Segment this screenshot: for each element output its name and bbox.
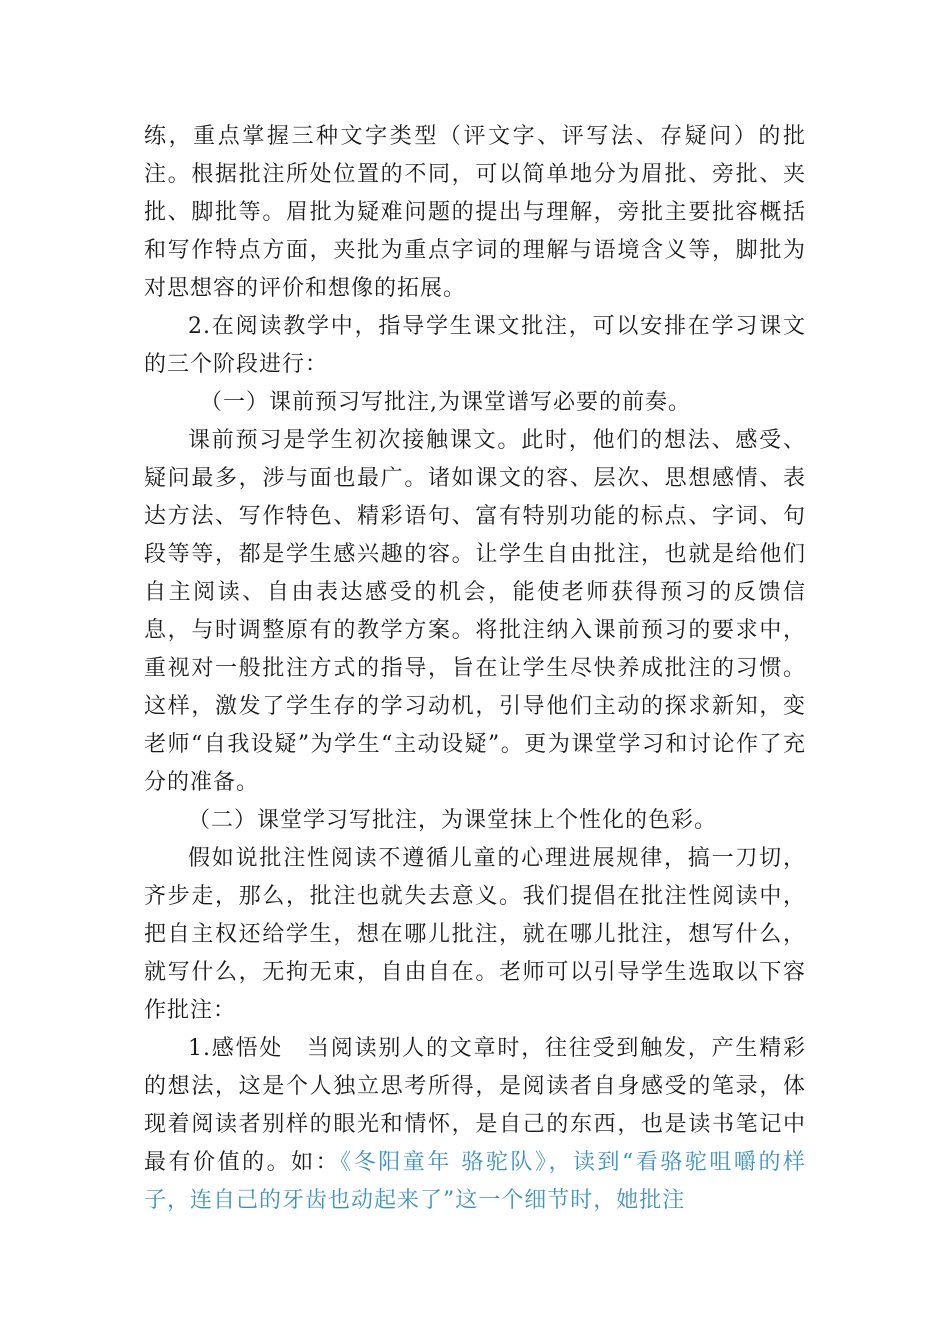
section-heading-classroom: （二）课堂学习写批注，为课堂抹上个性化的色彩。 (188, 808, 718, 833)
section-heading-pre-reading: （一）课前预习写批注,为课堂谱写必要的前奏。 (200, 390, 691, 415)
paragraph-classroom: 假如说批注性阅读不遵循儿童的心理进展规律，搞一刀切，齐步走，那么，批注也就失去意义。我们提倡在批注性阅读中，把自主权还给学生，想在哪儿批注，就在哪儿批注，想写什么，就写什么，无拘无束，自由自在。老师可以引导学生选取以下容作批注： (144, 846, 806, 1023)
insight-text: 1.感悟处 当阅读别人的文章时，往往受到触发，产生精彩的想法，这是个人独立思考所得，是阅读者自身感受的笔录，体现着阅读者别样的眼光和情怀，是自己的东西，也是读书笔记中最有价值的。如： (144, 1036, 806, 1175)
paragraph-stages: 2.在阅读教学中，指导学生课文批注，可以安排在学习课文的三个阶段进行： (144, 314, 806, 377)
paragraph-continued: 练，重点掌握三种文字类型（评文字、评写法、存疑问）的批注。根据批注所处位置的不同，可以简单地分为眉批、旁批、夹批、脚批等。眉批为疑难问题的提出与理解，旁批主要批容概括和写作特点方面，夹批为重点字词的理解与语境含义等，脚批为对思想容的评价和想像的拓展。 (144, 124, 806, 301)
example-quote: 《冬阳童年 骆驼队》，读到“看骆驼咀嚼的样子，连自己的牙齿也动起来了”这一个细节时，她批注 (144, 1150, 806, 1213)
document-page (144, 118, 806, 1220)
paragraph-insight (144, 1030, 806, 1220)
paragraph-pre-reading: 课前预习是学生初次接触课文。此时，他们的想法、感受、疑问最多，涉与面也最广。诸如课文的容、层次、思想感情、表达方法、写作特色、精彩语句、富有特别功能的标点、字词、句段等等，都是学生感兴趣的容。让学生自由批注，也就是给他们自主阅读、自由表达感受的机会，能使老师获得预习的反馈信息，与时调整原有的教学方案。将批注纳入课前预习的要求中，重视对一般批注方式的指导，旨在让学生尽快养成批注的习惯。这样，激发了学生存的学习动机，引导他们主动的探求新知，变老师“自我设疑”为学生“主动设疑”。更为课堂学习和讨论作了充分的准备。 (144, 428, 806, 795)
